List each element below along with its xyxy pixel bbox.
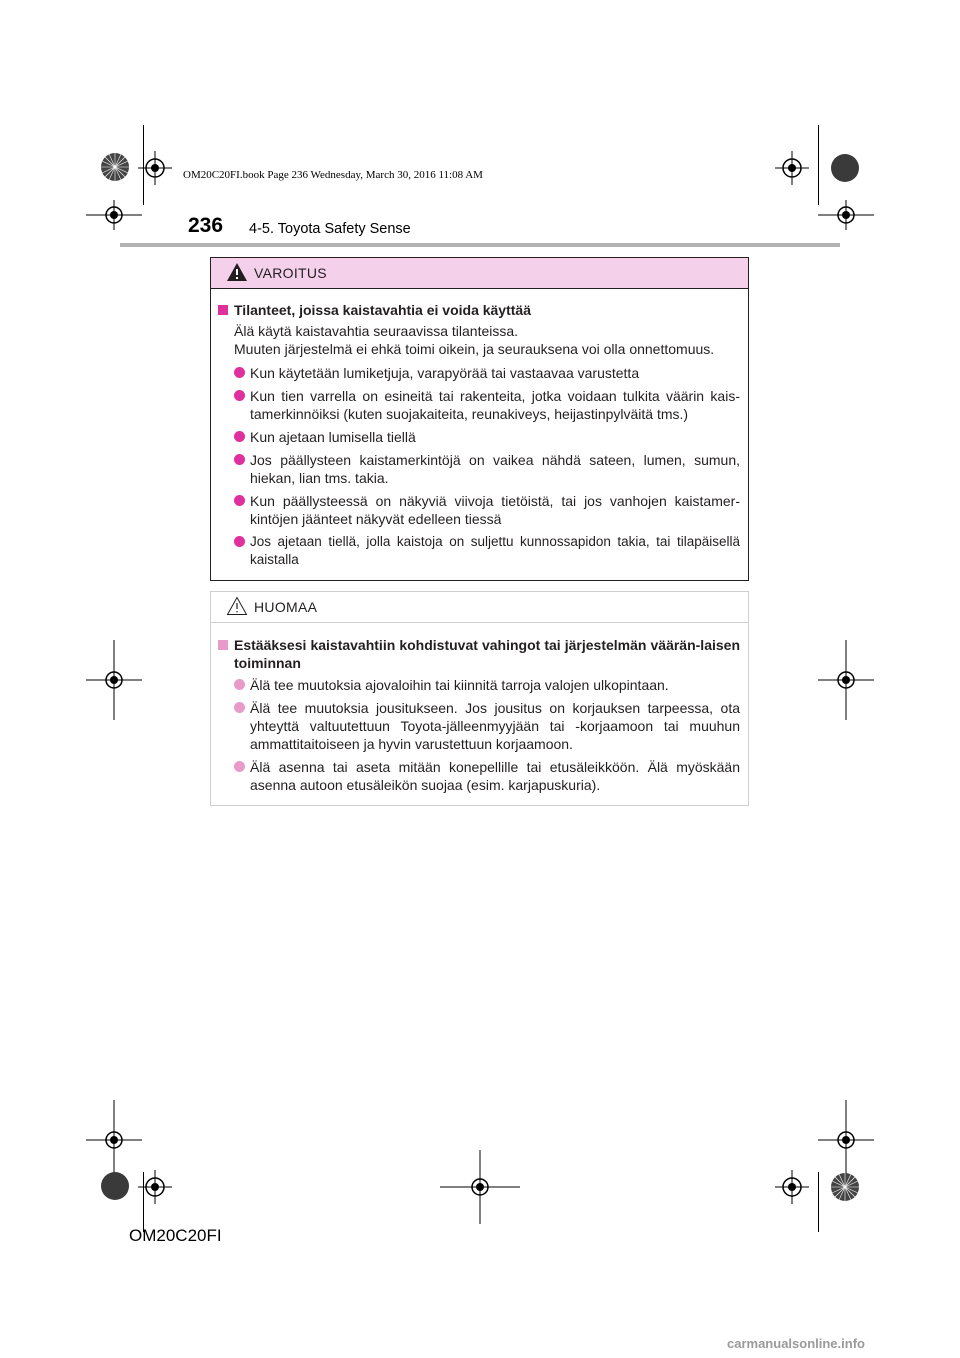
crosshair-mark-icon bbox=[440, 1150, 520, 1224]
watermark-text: carmanualsonline.info bbox=[727, 1336, 865, 1351]
section-title: 4-5. Toyota Safety Sense bbox=[249, 221, 411, 237]
footer-manual-code: OM20C20FI bbox=[129, 1226, 222, 1245]
list-item: Jos ajetaan tiellä, jolla kaistoja on suljettu kunnossapidon takia, tai tilapäisellä kaistalla bbox=[218, 533, 740, 569]
warning-label: VAROITUS bbox=[254, 265, 327, 281]
list-item: Älä tee muutoksia ajovaloihin tai kiinnitä tarroja valojen ulkopintaan. bbox=[218, 676, 740, 694]
bullet-dot-icon bbox=[234, 761, 245, 772]
list-item: Kun päällysteessä on näkyviä viivoja tietöistä, tai jos vanhojen kaistamer-kintöjen jäänteet näkyvät edelleen tiessä bbox=[218, 492, 740, 528]
warning-header bbox=[211, 258, 748, 289]
warning-box bbox=[210, 257, 749, 581]
crosshair-mark-icon bbox=[775, 1170, 809, 1204]
book-info-line: OM20C20FI.book Page 236 Wednesday, March 30, 2016 11:08 AM bbox=[183, 169, 483, 181]
warning-intro-2: Muuten järjestelmä ei ehkä toimi oikein, ja seurauksena voi olla onnettomuus. bbox=[234, 341, 715, 357]
list-item: Kun käytetään lumiketjuja, varapyörää tai vastaavaa varustetta bbox=[218, 364, 740, 382]
list-item: Jos päällysteen kaistamerkintöjä on vaikea nähdä sateen, lumen, sumun, hiekan, lian tms. takia. bbox=[218, 451, 740, 487]
bullet-dot-icon bbox=[234, 702, 245, 713]
crosshair-mark-icon bbox=[818, 200, 874, 230]
square-bullet-icon bbox=[218, 305, 228, 315]
page-number: 236 bbox=[188, 214, 224, 237]
starburst-mark-icon bbox=[830, 1172, 860, 1202]
crosshair-mark-icon bbox=[86, 1100, 142, 1180]
header-divider bbox=[120, 243, 840, 247]
warning-intro: Älä käytä kaistavahtia seuraavissa tilanteissa. bbox=[234, 323, 519, 339]
crosshair-mark-icon bbox=[138, 151, 172, 185]
bullet-dot-icon bbox=[234, 390, 245, 401]
crosshair-mark-icon bbox=[775, 151, 809, 185]
bullet-dot-icon bbox=[234, 536, 245, 547]
bullet-dot-icon bbox=[234, 495, 245, 506]
crosshair-mark-icon bbox=[818, 1100, 874, 1180]
bullet-dot-icon bbox=[234, 454, 245, 465]
list-item: Kun tien varrella on esineitä tai rakenteita, jotka voidaan tulkita väärin kais-tamerkinnöiksi (kuten suojakaiteita, reunakiveys, heijastinpylväitä tms.) bbox=[218, 387, 740, 423]
crop-line-top-right bbox=[818, 125, 819, 205]
warning-triangle-icon bbox=[226, 262, 248, 287]
starburst-mark-icon bbox=[100, 152, 130, 182]
square-bullet-icon bbox=[218, 640, 228, 650]
bullet-dot-icon bbox=[234, 431, 245, 442]
list-item: Älä asenna tai aseta mitään konepellille tai etusäleikköön. Älä myöskään asenna autoon etusäleikön suojaa (esim. karjapuskuria). bbox=[218, 758, 740, 794]
bullet-dot-icon bbox=[234, 367, 245, 378]
crosshair-mark-icon bbox=[86, 200, 142, 230]
caution-triangle-outline-icon bbox=[226, 596, 248, 621]
bullet-dot-icon bbox=[234, 679, 245, 690]
notice-header bbox=[211, 592, 748, 623]
crosshair-mark-icon bbox=[138, 1170, 172, 1204]
list-item: Älä tee muutoksia jousitukseen. Jos jousitus on korjauksen tarpeessa, ota yhteyttä valtuutettuun Toyota-jälleenmyyjään tai -korjaamoon tai muuhun ammattitaitoiseen ja hyvin varustettuun korjaamoon. bbox=[218, 699, 740, 753]
notice-box bbox=[210, 591, 749, 806]
crosshair-mark-icon bbox=[818, 640, 874, 720]
notice-heading: Estääksesi kaistavahtiin kohdistuvat vahingot tai järjestelmän väärän-laisen toiminnan bbox=[218, 636, 740, 672]
list-item: Kun ajetaan lumisella tiellä bbox=[218, 428, 740, 446]
warning-heading: Tilanteet, joissa kaistavahtia ei voida käyttää bbox=[218, 301, 740, 319]
crop-line-bottom-right bbox=[818, 1172, 819, 1232]
solid-dot-mark-icon bbox=[100, 1171, 130, 1201]
notice-label: HUOMAA bbox=[254, 599, 318, 615]
solid-dot-mark-icon bbox=[830, 153, 860, 183]
crosshair-mark-icon bbox=[86, 640, 142, 720]
